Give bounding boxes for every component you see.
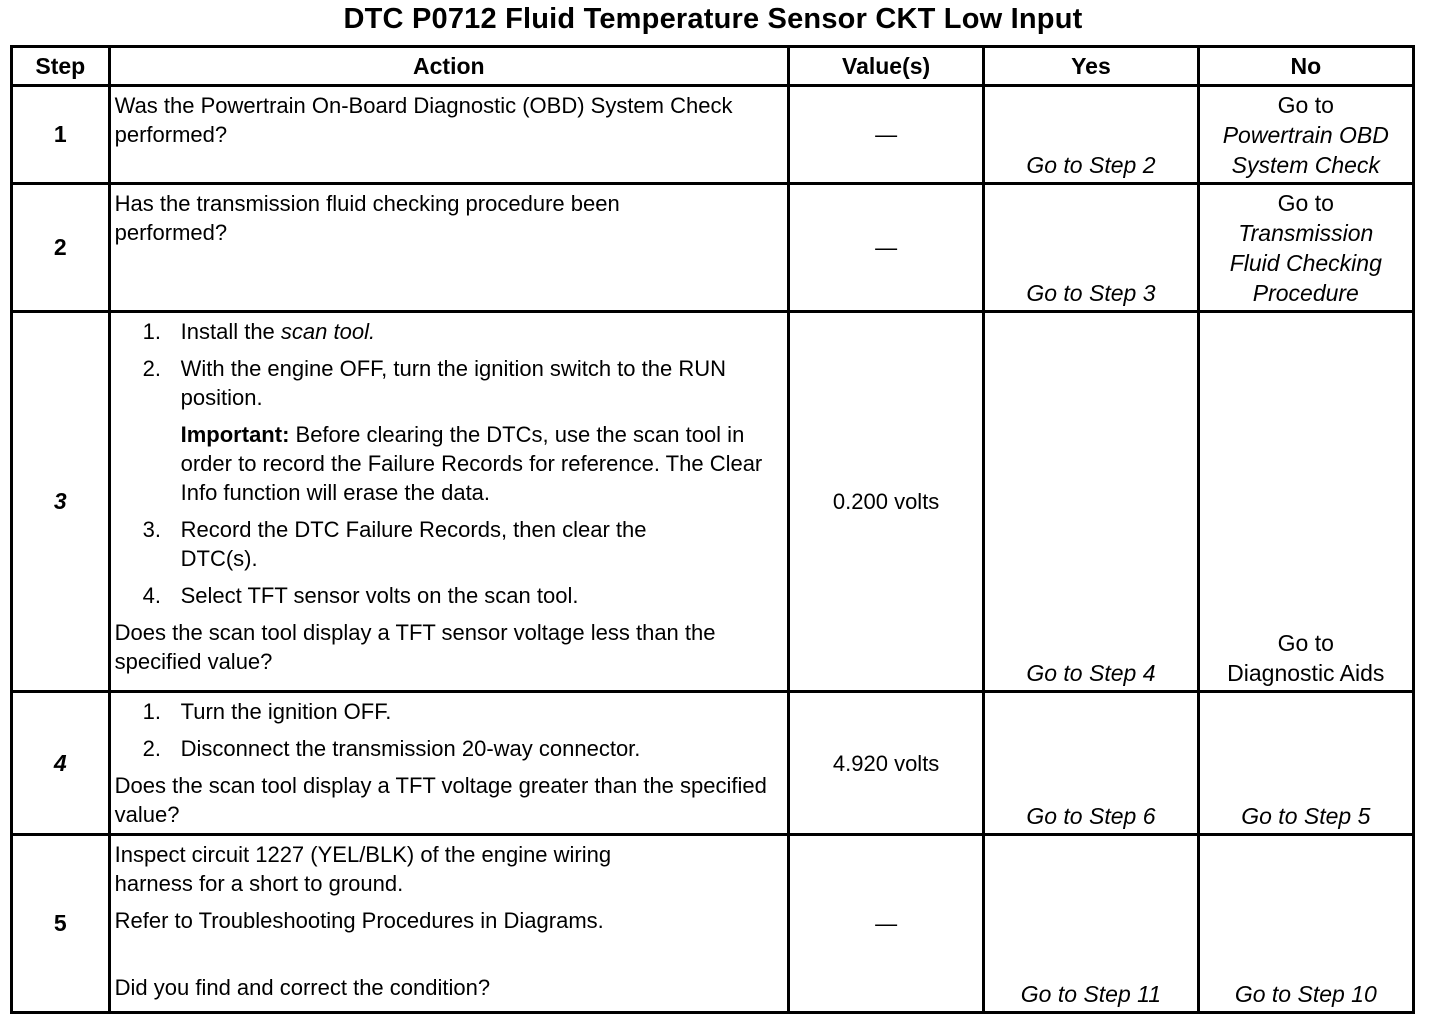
value-cell: — — [788, 184, 983, 312]
instruction-list — [115, 317, 783, 412]
table-row — [12, 86, 1414, 184]
value-cell: — — [788, 86, 983, 184]
header-yes: Yes — [984, 47, 1198, 86]
page-title: DTC P0712 Fluid Temperature Sensor CKT Low Input — [343, 3, 1083, 35]
yes-link[interactable]: Go to Step 3 — [984, 184, 1198, 312]
list-item: 2. Disconnect the transmission 20-way connector. — [142, 736, 641, 761]
instruction-list — [115, 515, 783, 610]
step-number: 4 — [12, 692, 110, 835]
action-text — [109, 835, 788, 1013]
header-values: Value(s) — [788, 47, 983, 86]
table-row — [12, 835, 1414, 1013]
scan-tool-link[interactable]: scan tool. — [280, 319, 376, 344]
list-item: 2. With the engine OFF, turn the ignition switch to the RUN position. — [142, 356, 726, 410]
step-number: 2 — [12, 184, 110, 312]
no-prefix: Go to — [1277, 630, 1334, 656]
instruction-list — [115, 697, 783, 763]
step-number: 3 — [12, 312, 110, 692]
no-cell — [1198, 184, 1413, 312]
important-text: Before clearing the DTCs, use the scan tool in order to record the Failure Records for reference. The Clear Info function will erase the data. — [180, 422, 763, 505]
action-question: Has the transmission fluid checking procedure been performed? — [114, 191, 620, 245]
value-cell: 0.200 volts — [788, 312, 983, 692]
no-prefix: Go to — [1277, 190, 1334, 216]
no-prefix: Go to — [1277, 92, 1334, 118]
table-row — [12, 312, 1414, 692]
action-question: Was the Powertrain On-Board Diagnostic (OBD) System Check performed? — [114, 93, 733, 147]
yes-link[interactable]: Go to Step 2 — [984, 86, 1198, 184]
action-text — [109, 86, 788, 184]
no-cell — [1198, 312, 1413, 692]
action-question: Did you find and correct the condition? — [114, 975, 491, 1000]
no-cell — [1198, 86, 1413, 184]
important-note — [115, 420, 783, 507]
list-item: 4. Select TFT sensor volts on the scan tool. — [142, 583, 579, 608]
action-text — [109, 312, 788, 692]
value-cell: 4.920 volts — [788, 692, 983, 835]
list-item: 3. Record the DTC Failure Records, then clear the DTC(s). — [142, 517, 647, 571]
no-link[interactable]: Powertrain OBD System Check — [1222, 122, 1389, 178]
no-link[interactable]: Go to Step 5 — [1198, 692, 1413, 835]
no-link[interactable]: Go to Step 10 — [1198, 835, 1413, 1013]
action-question: Does the scan tool display a TFT voltage greater than the specified value? — [114, 773, 767, 827]
table-row — [12, 184, 1414, 312]
action-text — [109, 184, 788, 312]
value-cell: — — [788, 835, 983, 1013]
table-row — [12, 692, 1414, 835]
list-item: 1. Install the scan tool. — [142, 319, 376, 344]
action-text — [109, 692, 788, 835]
yes-link[interactable]: Go to Step 4 — [984, 312, 1198, 692]
step-number: 5 — [12, 835, 110, 1013]
step-number: 1 — [12, 86, 110, 184]
yes-link[interactable]: Go to Step 11 — [984, 835, 1198, 1013]
yes-link[interactable]: Go to Step 6 — [984, 692, 1198, 835]
action-reference: Refer to Troubleshooting Procedures in Diagrams. — [114, 908, 604, 933]
important-label: Important: — [180, 422, 290, 447]
header-no: No — [1198, 47, 1413, 86]
header-action: Action — [109, 47, 788, 86]
no-link[interactable]: Diagnostic Aids — [1227, 660, 1385, 686]
list-item: 1. Turn the ignition OFF. — [142, 699, 392, 724]
no-link[interactable]: Transmission Fluid Checking Procedure — [1229, 220, 1382, 306]
table-header-row — [12, 47, 1414, 86]
action-instruction: Inspect circuit 1227 (YEL/BLK) of the engine wiring harness for a short to ground. — [114, 842, 612, 896]
header-step: Step — [12, 47, 110, 86]
diagnostic-table — [10, 45, 1415, 1014]
action-question: Does the scan tool display a TFT sensor voltage less than the specified value? — [114, 620, 716, 674]
